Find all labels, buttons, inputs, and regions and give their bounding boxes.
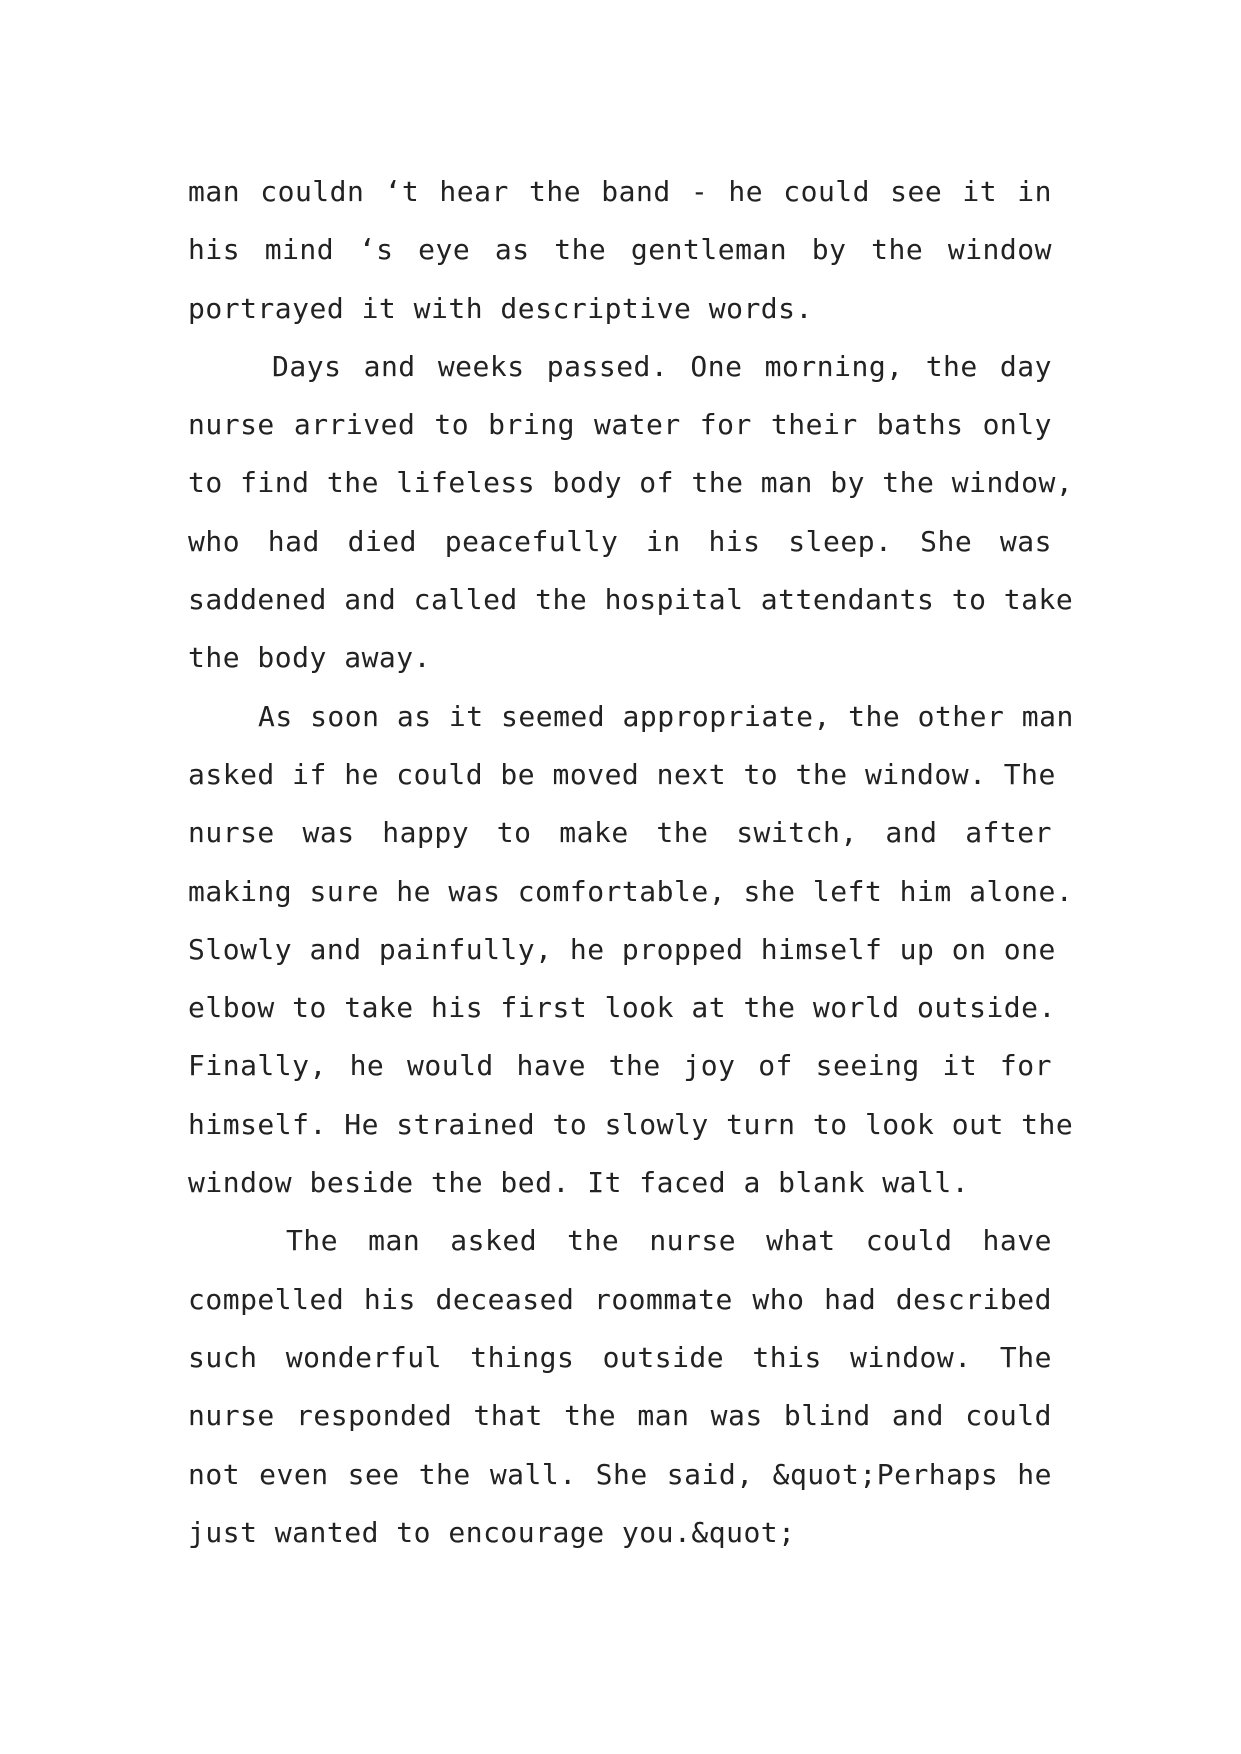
text-line: nurse responded that the man was blind and could (188, 1399, 1052, 1433)
text-line: Finally, he would have the joy of seeing it for (188, 1049, 1052, 1083)
text-line: who had died peacefully in his sleep. She was (188, 524, 1052, 558)
text-line: window beside the bed. It faced a blank wall. (188, 1166, 970, 1200)
text-line: not even see the wall. She said, &quot;Perhaps he (188, 1457, 1052, 1491)
text-line: The man asked the nurse what could have (286, 1224, 1052, 1258)
text-line: to find the lifeless body of the man by the window, (188, 466, 1074, 500)
text-line: making sure he was comfortable, she left him alone. (188, 874, 1074, 908)
text-line: As soon as it seemed appropriate, the other man (258, 699, 1074, 733)
text-line: nurse was happy to make the switch, and after (188, 816, 1052, 850)
body-text (188, 163, 1074, 1562)
text-line: the body away. (188, 641, 432, 675)
text-line: elbow to take his first look at the world outside. (188, 991, 1056, 1025)
text-line: just wanted to encourage you.&quot; (188, 1515, 796, 1549)
text-line: such wonderful things outside this window. The (188, 1340, 1052, 1374)
text-line: asked if he could be moved next to the window. The (188, 757, 1056, 791)
text-line: his mind ‘s eye as the gentleman by the window (188, 233, 1052, 267)
text-line: man couldn ‘t hear the band - he could see it in (188, 175, 1052, 208)
text-line: Days and weeks passed. One morning, the day (272, 349, 1052, 383)
text-line: Slowly and painfully, he propped himself up on one (188, 932, 1056, 966)
text-line: himself. He strained to slowly turn to look out the (188, 1107, 1074, 1141)
text-line: compelled his deceased roommate who had described (188, 1282, 1052, 1316)
text-line: saddened and called the hospital attendants to take (188, 583, 1074, 617)
text-line: nurse arrived to bring water for their baths only (188, 408, 1052, 442)
text-line: portrayed it with descriptive words. (188, 291, 813, 325)
